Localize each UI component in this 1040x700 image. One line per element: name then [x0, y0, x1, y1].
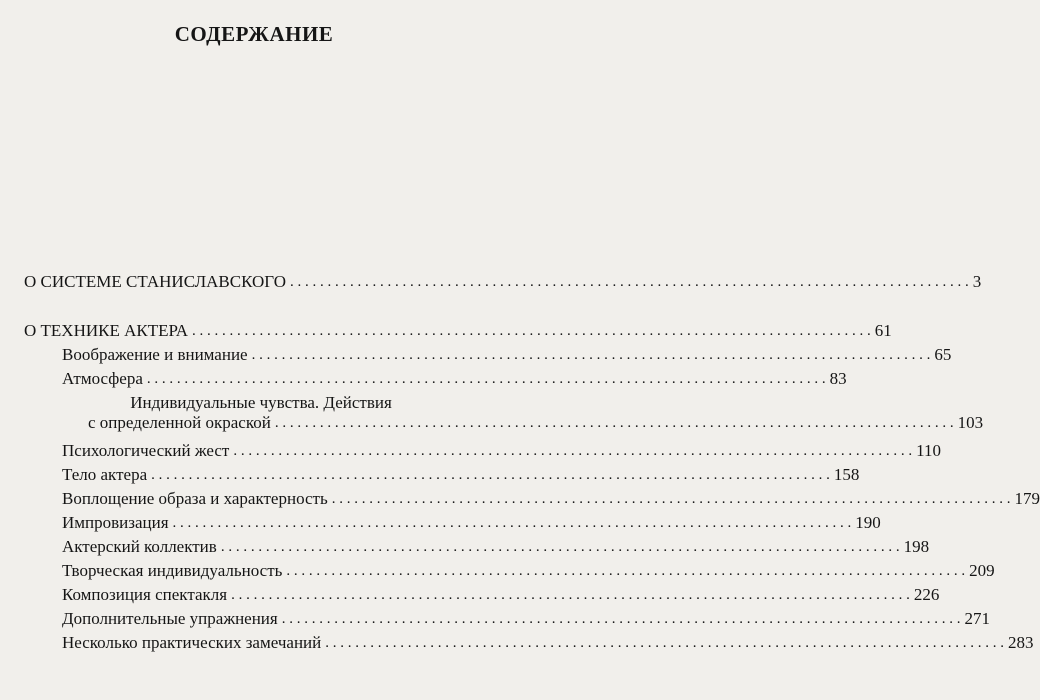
toc-leader-dots: [147, 369, 826, 389]
toc-entry-extra-exercises: [62, 609, 990, 629]
toc-leader-dots: [173, 513, 852, 533]
toc-entry-label: Психологический жест: [62, 441, 230, 460]
toc-entry-page: 65: [934, 345, 952, 364]
toc-entry-label: О СИСТЕМЕ СТАНИСЛАВСКОГО: [24, 272, 286, 291]
toc-leader-dots: [151, 465, 830, 485]
toc-entry-characterization: [62, 489, 1040, 509]
toc-entry-label: Тело актера: [62, 465, 148, 484]
toc-entry-stanislavsky-system: [24, 272, 982, 292]
toc-entry-actor-body: [62, 465, 860, 485]
toc-entry-page: 283: [1008, 633, 1034, 652]
page-title: СОДЕРЖАНИЕ: [174, 22, 334, 46]
toc-entry-atmosphere: [62, 369, 847, 389]
toc-leader-dots: [275, 413, 954, 433]
toc-leader-dots: [286, 561, 965, 581]
toc-entry-page: 61: [874, 321, 892, 340]
toc-entry-label: Дополнительные упражнения: [62, 609, 278, 628]
toc-entry-label: Творческая индивидуальность: [62, 561, 283, 580]
toc-entry-page: 3: [972, 272, 982, 291]
toc-entry-label: Несколько практических замечаний: [62, 633, 322, 652]
toc-entry-page: 83: [829, 369, 847, 388]
toc-entry-imagination: [62, 345, 952, 365]
toc-entry-page: 158: [833, 465, 860, 484]
toc-entry-page: 198: [903, 537, 930, 556]
toc-entry-page: 271: [964, 609, 990, 628]
toc-entry-label: Воплощение образа и характерность: [62, 489, 328, 508]
toc-leader-dots: [231, 585, 910, 605]
toc-entry-page: 226: [913, 585, 940, 604]
toc-entry-line2: [62, 413, 984, 433]
toc-leader-dots: [282, 609, 961, 629]
toc-entry-composition: [62, 585, 940, 605]
toc-entry-label: Импровизация: [62, 513, 169, 532]
toc-entry-label: Композиция спектакля: [62, 585, 228, 604]
toc-leader-dots: [221, 537, 900, 557]
toc-leader-dots: [252, 345, 931, 365]
toc-entry-page: 190: [855, 513, 881, 532]
toc-entry-label: Атмосфера: [62, 369, 143, 388]
toc-entry-label: Актерский коллектив: [62, 537, 217, 556]
toc-entry-label-line2: с определенной окраской: [88, 413, 271, 432]
toc-entry-creative-individuality: [62, 561, 995, 581]
toc-leader-dots: [290, 272, 969, 292]
toc-leader-dots: [192, 321, 871, 341]
toc-entry-label: О ТЕХНИКЕ АКТЕРА: [24, 321, 189, 340]
toc-entry-practical-remarks: [62, 633, 1034, 653]
toc-entry-label-line1: Индивидуальные чувства. Действия: [130, 393, 392, 412]
toc-entry-label: Воображение и внимание: [62, 345, 248, 364]
toc-entry-page: 209: [969, 561, 995, 580]
toc-entry-page: 103: [957, 413, 984, 432]
toc-leader-dots: [332, 489, 1011, 509]
toc-entry-ensemble: [62, 537, 930, 557]
toc-entry-page: 179: [1014, 489, 1040, 508]
toc-entry-psychological-gesture: [62, 441, 941, 461]
toc-leader-dots: [233, 441, 912, 461]
toc-entry-page: 110: [916, 441, 941, 460]
toc-leader-dots: [325, 633, 1004, 653]
toc-entry-improvisation: [62, 513, 881, 533]
toc-entry-individual-feelings: [62, 393, 984, 433]
toc-entry-actor-technique: [24, 321, 892, 341]
